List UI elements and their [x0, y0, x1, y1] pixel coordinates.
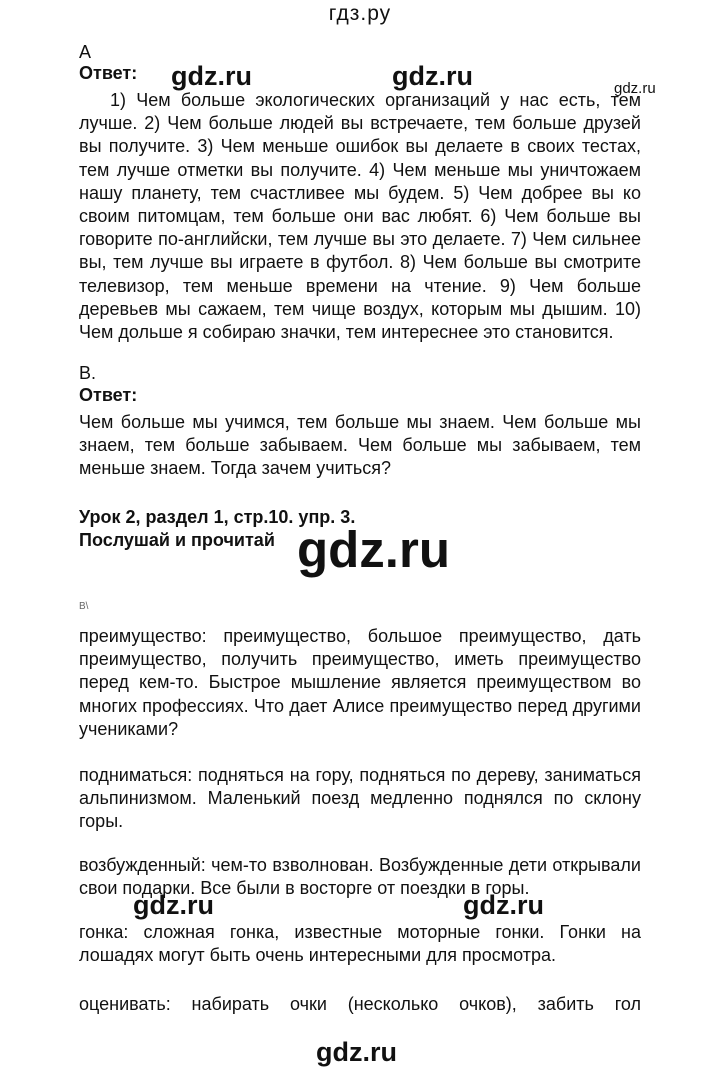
- section-b-answer-label: Ответ:: [79, 385, 138, 405]
- vocab-entry: гонка: сложная гонка, известные моторные гонки. Гонки на лошадях могут быть очень интересными для просмотра.: [79, 922, 641, 966]
- watermark-middle: gdz.ru: [297, 521, 450, 578]
- site-title: гдз.ру: [328, 2, 392, 25]
- lesson-heading: Урок 2, раздел 1, стр.10. упр. 3.: [79, 507, 356, 527]
- vocab-entry: возбужденный: чем-то взволнован. Возбужденные дети открывали свои подарки. Все были в восторге от поездки в горы.: [79, 855, 641, 899]
- section-b-text: Чем больше мы учимся, тем больше мы знаем. Чем больше мы знаем, тем больше забываем. Чем больше мы забываем, тем меньше знаем. Тогда зачем учиться?: [79, 412, 641, 479]
- vocab-entry: преимущество: преимущество, большое преимущество, дать преимущество, получить преимущество, иметь преимущество перед кем-то. Быстрое мышление является преимуществом во многих профессиях. Что дает Алисе преимущество перед другими учениками?: [79, 626, 641, 739]
- watermark-lower-right: gdz.ru: [463, 890, 544, 920]
- section-a-text: 1) Чем больше экологических организаций у нас есть, тем лучше. 2) Чем больше людей вы встречаете, тем больше друзей вы получите. 3) Чем меньше ошибок вы делаете в своих тестах, тем лучше отметки вы получите. 4) Чем меньше мы уничтожаем нашу планету, тем счастливее мы будем. 5) Чем добрее вы ко своим питомцам, тем больше они вас любят. 6) Чем больше вы говорите по-английски, тем лучше вы это делаете. 7) Чем сильнее вы, тем лучше вы играете в футбол. 8) Чем больше вы смотрите телевизор, тем меньше времени на чтение. 9) Чем больше деревьев мы сажаем, тем чище воздух, которым мы дышим. 10) Чем дольше я собираю значки, тем интереснее это становится.: [79, 90, 641, 343]
- watermark-lower-left: gdz.ru: [133, 890, 214, 920]
- vocab-entry: подниматься: подняться на гору, подняться по дереву, заниматься альпинизмом. Маленький поезд медленно поднялся по склону горы.: [79, 765, 641, 832]
- watermark-top-right: gdz.ru: [614, 80, 656, 97]
- watermark-top-center: gdz.ru: [392, 61, 473, 91]
- section-a-label: A: [79, 42, 92, 62]
- lesson-marker: B\: [79, 601, 89, 612]
- vocab-entry: оценивать: набирать очки (несколько очков), забить гол: [79, 994, 641, 1014]
- section-b-label: B.: [79, 363, 97, 383]
- lesson-subheading: Послушай и прочитай: [79, 530, 275, 550]
- watermark-bottom: gdz.ru: [316, 1037, 397, 1067]
- section-a-answer-label: Ответ:: [79, 63, 138, 83]
- watermark-top-left: gdz.ru: [171, 61, 252, 91]
